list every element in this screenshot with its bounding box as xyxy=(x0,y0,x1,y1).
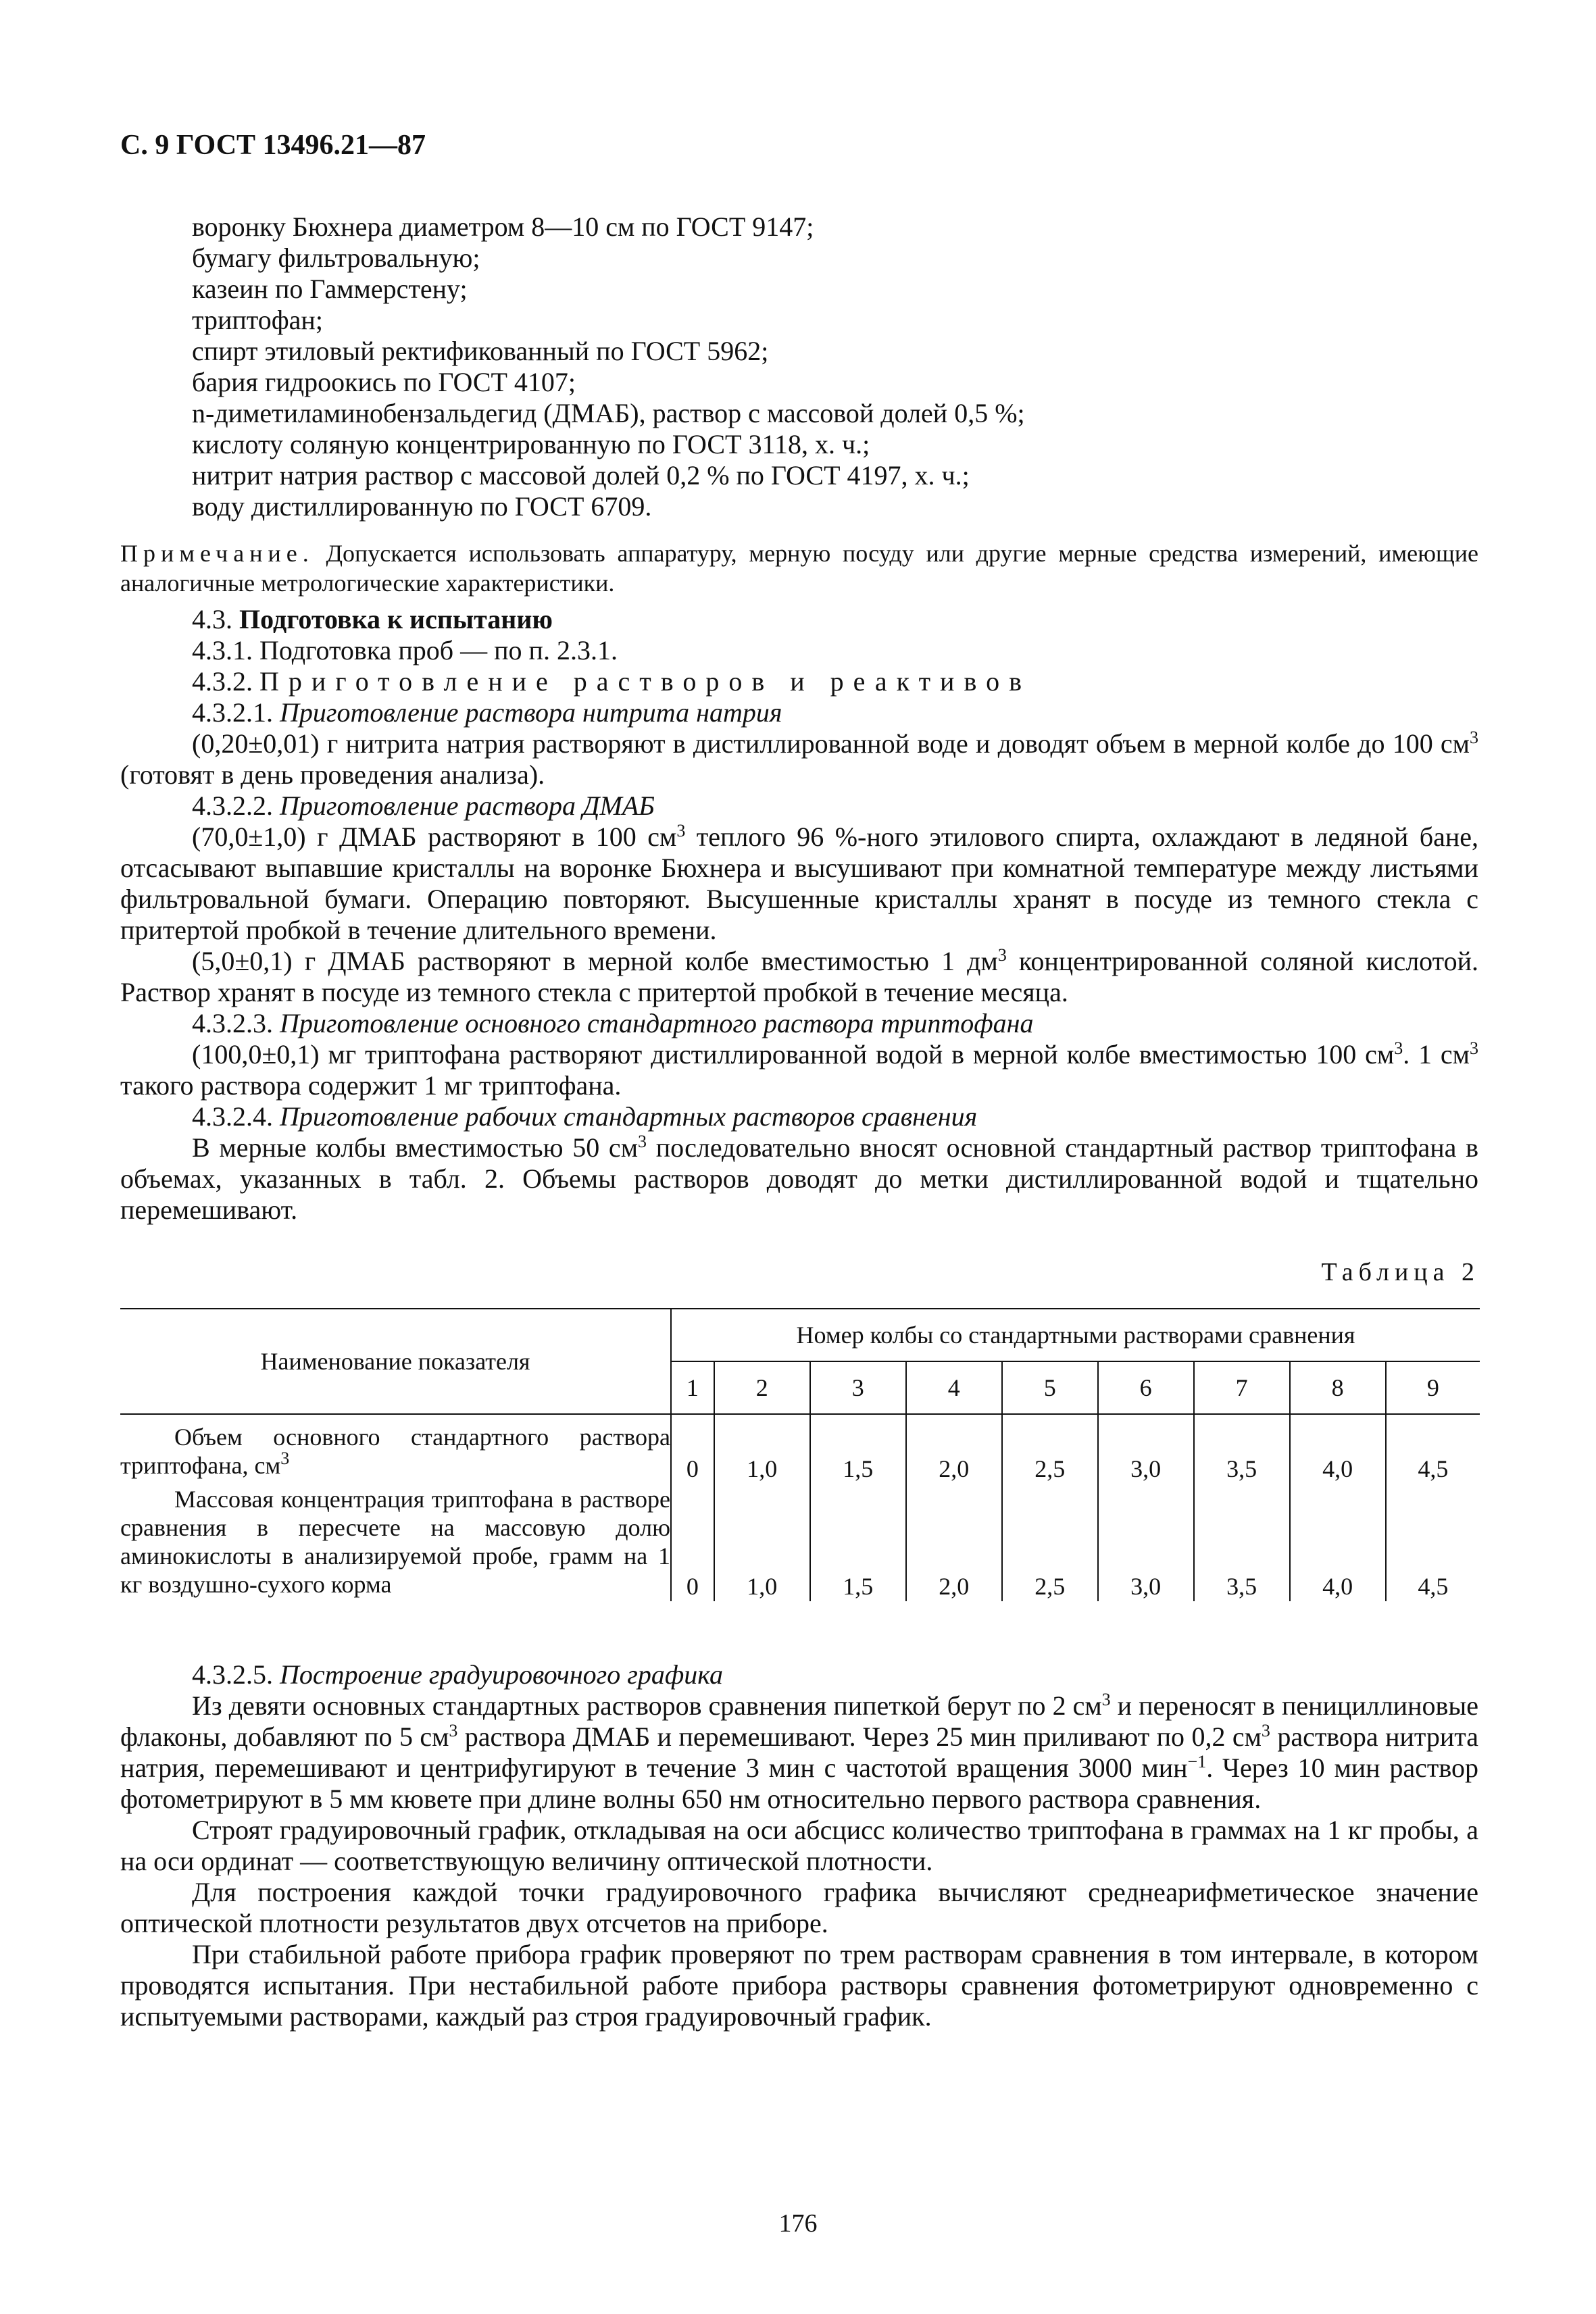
table-row xyxy=(120,1484,1480,1601)
section-number: 4.3. xyxy=(192,604,232,634)
table-cell: 0 xyxy=(671,1484,714,1601)
row-label xyxy=(120,1414,671,1484)
section-title: Подготовка к испытанию xyxy=(239,604,553,634)
section-title: Приготовление раствора нитрита натрия xyxy=(280,697,782,728)
table-cell: 2,5 xyxy=(1002,1484,1098,1601)
flask-number: 6 xyxy=(1098,1361,1194,1414)
table-row xyxy=(120,1414,1480,1484)
text-run: Из девяти основных стандартных растворов сравнения пипеткой берут по 2 см xyxy=(192,1690,1102,1721)
section-4-3-2-1-heading xyxy=(120,697,1478,728)
text-run: (5,0±0,1) г ДМАБ растворяют в мерной колбе вместимостью 1 дм xyxy=(192,946,998,976)
text-run: теплого 96 %-ного этилового спирта, охлаждают в ледяной бане, отсасывают выпавшие кристаллы на воронке Бюхнера и высушивают при комнатной температуре между листьями фильтровальной бумаги. Операцию повторяют. Высушенные кристаллы хранят в посуде из темного стекла с притертой пробкой в течение длительного времени. xyxy=(120,822,1478,945)
group-header-flasks: Номер колбы со стандартными растворами сравнения xyxy=(671,1309,1480,1361)
table-cell: 1,5 xyxy=(810,1484,906,1601)
paragraph xyxy=(120,728,1478,790)
materials-list xyxy=(192,211,1476,522)
paragraph xyxy=(120,822,1478,946)
superscript: 3 xyxy=(997,945,1007,965)
text-run: последовательно вносят основной стандартный раствор триптофана в объемах, указанных в табл. 2. Объемы растворов доводят до метки дистиллированной водой и тщательно перемешивают. xyxy=(120,1132,1478,1225)
text-run: (готовят в день проведения анализа). xyxy=(120,759,545,790)
flask-number: 7 xyxy=(1194,1361,1290,1414)
superscript: 3 xyxy=(1101,1690,1111,1709)
superscript: 3 xyxy=(676,821,686,840)
table-cell: 3,0 xyxy=(1098,1484,1194,1601)
table-cell: 4,0 xyxy=(1290,1484,1386,1601)
list-item: триптофан; xyxy=(192,305,323,335)
section-number: 4.3.2.4. xyxy=(192,1101,273,1132)
list-item: кислоту соляную концентрированную по ГОСТ 3118, х. ч.; xyxy=(192,429,870,459)
table-cell: 2,0 xyxy=(906,1414,1002,1484)
table-cell: 4,5 xyxy=(1386,1484,1480,1601)
list-item: воду дистиллированную по ГОСТ 6709. xyxy=(192,491,652,522)
section-4-3-2-5 xyxy=(120,1659,1478,2032)
superscript: 3 xyxy=(1261,1721,1270,1740)
page-number: 176 xyxy=(778,2209,818,2238)
table-cell: 2,0 xyxy=(906,1484,1002,1601)
paragraph xyxy=(120,946,1478,1008)
table-cell: 3,5 xyxy=(1194,1414,1290,1484)
note-label: Примечание. xyxy=(120,540,314,567)
section-title: Построение градуировочного графика xyxy=(280,1659,723,1690)
section-title: Приготовление рабочих стандартных растворов сравнения xyxy=(280,1101,978,1132)
paragraph: Для построения каждой точки градуировочного графика вычисляют среднеарифметическое значение оптической плотности результатов двух отсчетов на приборе. xyxy=(120,1877,1478,1938)
text-run: и переносят в пенициллиновые флаконы, добавляют по 5 см xyxy=(120,1690,1478,1752)
column-header-indicator: Наименование показателя xyxy=(120,1309,671,1414)
table-cell: 1,0 xyxy=(714,1414,810,1484)
flask-number: 1 xyxy=(671,1361,714,1414)
table-caption: Таблица 2 xyxy=(1321,1258,1480,1286)
flask-number: 9 xyxy=(1386,1361,1480,1414)
table-cell: 3,5 xyxy=(1194,1484,1290,1601)
section-number: 4.3.2.3. xyxy=(192,1008,273,1038)
table-cell: 1,0 xyxy=(714,1484,810,1601)
superscript: 3 xyxy=(1394,1038,1403,1058)
text-run: (100,0±0,1) мг триптофана растворяют дистиллированной водой в мерной колбе вместимостью 100 см xyxy=(192,1039,1395,1070)
table-cell: 2,5 xyxy=(1002,1414,1098,1484)
section-title: Приготовление растворов и реактивов xyxy=(259,666,1031,697)
note-text: Допускается использовать аппаратуру, мерную посуду или другие мерные средства измерений, имеющие аналогичные метрологические характеристики. xyxy=(120,540,1478,597)
text-run: . Через 10 мин раствор фотометрируют в 5 мм кювете при длине волны 650 нм относительно первого раствора сравнения. xyxy=(120,1753,1478,1814)
section-title: Приготовление раствора ДМАБ xyxy=(280,790,655,821)
superscript: 3 xyxy=(449,1721,458,1740)
text-run: (0,20±0,01) г нитрита натрия растворяют в дистиллированной воде и доводят объем в мерной колбе до 100 см xyxy=(192,728,1470,759)
list-item: казеин по Гаммерстену; xyxy=(192,274,468,304)
section-4-3-2-3-heading xyxy=(120,1008,1478,1039)
list-item: бумагу фильтровальную; xyxy=(192,243,480,273)
superscript: 3 xyxy=(1470,728,1478,747)
superscript: 3 xyxy=(1470,1038,1478,1058)
superscript: 3 xyxy=(638,1132,647,1151)
section-4-3-2-4-heading xyxy=(120,1101,1478,1132)
text-run: такого раствора содержит 1 мг триптофана. xyxy=(120,1070,622,1101)
table-cell: 0 xyxy=(671,1414,714,1484)
page-header: С. 9 ГОСТ 13496.21—87 xyxy=(120,130,426,161)
paragraph: При стабильной работе прибора график проверяют по трем растворам сравнения в том интервале, в котором проводятся испытания. При нестабильной работе прибора растворы сравнения фотометрируют одновременно с испытуемыми растворами, каждый раз строя градуировочный график. xyxy=(120,1939,1478,2032)
paragraph xyxy=(120,1132,1478,1226)
text-run: раствора ДМАБ и перемешивают. Через 25 мин приливают по 0,2 см xyxy=(457,1721,1262,1752)
table-2 xyxy=(120,1308,1480,1601)
text-run: концентрированной соляной кислотой. Раствор хранят в посуде из темного стекла с притертой пробкой в течение месяца. xyxy=(120,946,1478,1007)
flask-number: 2 xyxy=(714,1361,810,1414)
text-run: (70,0±1,0) г ДМАБ растворяют в 100 см xyxy=(192,822,677,852)
flask-number: 5 xyxy=(1002,1361,1098,1414)
list-item: n-диметиламинобензальдегид (ДМАБ), раствор с массовой долей 0,5 %; xyxy=(192,398,1025,428)
flask-number: 8 xyxy=(1290,1361,1386,1414)
row-label: Массовая концентрация триптофана в растворе сравнения в пересчете на массовую долю аминокислоты в анализируемой пробе, грамм на 1 кг воздушно-сухого корма xyxy=(120,1486,670,1598)
list-item: спирт этиловый ректификованный по ГОСТ 5962; xyxy=(192,336,769,366)
flask-number: 4 xyxy=(906,1361,1002,1414)
paragraph xyxy=(120,1690,1478,1815)
section-title: Приготовление основного стандартного раствора триптофана xyxy=(280,1008,1034,1038)
paragraph xyxy=(120,1039,1478,1101)
section-number: 4.3.2. xyxy=(192,666,253,697)
superscript: 3 xyxy=(280,1449,290,1468)
text-run: . 1 см xyxy=(1403,1039,1470,1070)
list-item: нитрит натрия раствор с массовой долей 0,2 % по ГОСТ 4197, х. ч.; xyxy=(192,460,970,491)
list-item: бария гидроокись по ГОСТ 4107; xyxy=(192,367,576,397)
paragraph: Строят градуировочный график, откладывая на оси абсцисс количество триптофана в граммах на 1 кг пробы, а на оси ординат — соответствующую величину оптической плотности. xyxy=(120,1815,1478,1876)
table-cell: 3,0 xyxy=(1098,1414,1194,1484)
section-4-3-heading xyxy=(120,604,1478,635)
section-4-3-1: 4.3.1. Подготовка проб — по п. 2.3.1. xyxy=(192,635,618,665)
table-cell: 4,0 xyxy=(1290,1414,1386,1484)
row-label-text: Объем основного стандартного раствора триптофана, см xyxy=(120,1424,670,1479)
note-paragraph xyxy=(120,538,1478,598)
flask-number: 3 xyxy=(810,1361,906,1414)
section-number: 4.3.2.5. xyxy=(192,1659,273,1690)
table-cell: 4,5 xyxy=(1386,1414,1480,1484)
superscript: −1 xyxy=(1187,1752,1207,1771)
section-4-3-2-5-heading xyxy=(120,1659,1478,1690)
section-number: 4.3.2.1. xyxy=(192,697,273,728)
section-4-3-2-heading xyxy=(120,666,1478,697)
table-cell: 1,5 xyxy=(810,1414,906,1484)
section-4-3-2-2-heading xyxy=(120,790,1478,822)
section-number: 4.3.2.2. xyxy=(192,790,273,821)
list-item: воронку Бюхнера диаметром 8—10 см по ГОСТ 9147; xyxy=(192,211,814,242)
main-body xyxy=(120,604,1478,1226)
text-run: В мерные колбы вместимостью 50 см xyxy=(192,1132,638,1163)
text-run: раствора нитрита натрия, перемешивают и центрифугируют в течение 3 мин с частотой вращения 3000 мин xyxy=(120,1721,1478,1783)
